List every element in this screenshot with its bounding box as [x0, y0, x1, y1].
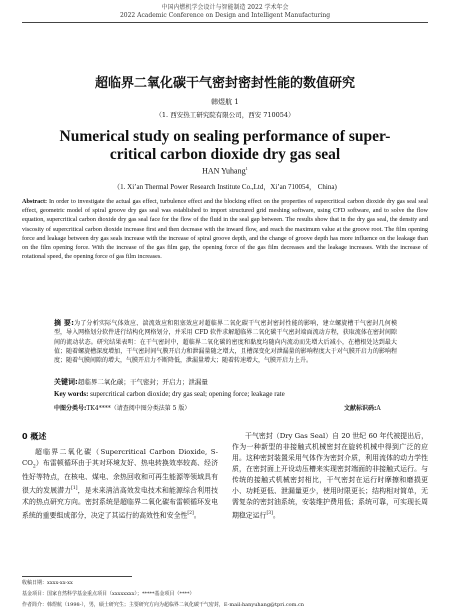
- classification-line: [54, 403, 397, 412]
- clc-label: 中图分类号:: [54, 405, 87, 412]
- body-right-text-2: 。: [272, 511, 280, 520]
- body-left-column: [22, 447, 218, 521]
- citation-2: [2]: [187, 510, 194, 516]
- footnote-author: 作者简介：韩煜航（1998-），男，硕士研究生；主要研究方向为超临界二氧化碳干气密封，E-mail:hanyuhang@tpri.com.cn: [22, 602, 304, 608]
- affiliation-en: （1. Xi’an Thermal Power Research Institute Co.,Ltd，Xi’an 710054， China): [113, 183, 337, 191]
- title-en: Numerical study on sealing performance of super-critical carbon dioxide dry gas seal: [59, 128, 391, 163]
- document-code: [344, 403, 381, 412]
- keywords-cn-text: 超临界二氧化碳；干气密封；开启力；泄漏量: [77, 378, 208, 386]
- abstract-cn-text: 为了分析实际气体效应、湍流效应和阻塞效应对超临界二氧化碳干气密封密封性能的影响，建立螺旋槽干气密封几何模型，导入网格划分软件进行结构化网格划分，并采用 CFD 软件求解超临界二氧化碳干气密封端面流动方程，获取流体在密封间隙间的流动状态。研究结果表明：在干气密封中，超临界二氧化碳的密度和黏度均随向内流动而先增大后减小，在槽根处达到最大值；随着螺旋槽深度增加，干气密封间气膜开启力和泄漏量随之增大，且槽深变化对泄漏量的影响程度大于对气膜开启力的影响程度；随着气膜间隙的增大，气膜开启力不断降低，泄漏量增大；随着转速增大，气膜开启力上升。: [54, 320, 397, 365]
- section-heading: 0 概述: [22, 432, 47, 441]
- citation-1: [1]: [71, 486, 78, 492]
- doc-code-label: 文献标识码:: [344, 405, 377, 412]
- affiliation-cn: （1. 西安热工研究院有限公司，西安 710054）: [155, 111, 295, 119]
- author-en-name: HAN Yuhang: [202, 166, 246, 176]
- running-header-en: 2022 Academic Conference on Design and Intelligent Manufacturing: [119, 12, 331, 19]
- doc-code-value: A: [376, 405, 381, 412]
- clc-value: TK4****（请查阅中图分类法第 5 版）: [86, 405, 191, 412]
- footnote-fund: 基金项目：国家自然科学基金重点项目（xxxxxxxx）；*****基金项目（****）: [22, 591, 195, 597]
- abstract-cn-label: 摘 要:: [54, 319, 74, 327]
- author-cn: 韩煜航 1: [211, 98, 239, 106]
- running-header-cn: 中国内燃机学会设计与智能制造 2022 学术年会: [161, 4, 289, 11]
- body-left-text-1: 超临界二氧化碳（Supercritical Carbon Dioxide, S-CO: [22, 448, 218, 467]
- abstract-cn: [54, 319, 397, 365]
- footnote-received: 收稿日期：xxxx-xx-xx: [22, 580, 73, 586]
- body-right-column: [232, 431, 428, 521]
- abstract-en-label: Abstract:: [22, 198, 48, 205]
- body-left-text-4: 。: [193, 510, 201, 519]
- keywords-en-text: supercritical carbon dioxide; dry gas seal; opening force; leakage rate: [90, 390, 285, 398]
- body-left-sub: 2: [32, 464, 36, 470]
- title-cn: 超临界二氧化碳干气密封密封性能的数值研究: [94, 76, 355, 91]
- abstract-en: [22, 197, 428, 261]
- keywords-en: [54, 390, 397, 398]
- body-left-text-3: ，是未来清洁高效发电技术和能源综合利用技术的热点研究方向。密封系统是超临界二氧化碳布雷顿循环发电系统的重要组成部分，决定了其运行的高效性和安全性: [22, 486, 219, 519]
- body-left-text-2: ）布雷顿循环由于其对环境友好、热电转换效率较高、经济性好等特点，在核电、煤电、余热回收和可再生能源等领域具有很大的发展潜力: [22, 459, 218, 495]
- author-en-sup: 1: [245, 166, 248, 171]
- keywords-cn: [54, 377, 397, 387]
- keywords-cn-label: 关键词:: [54, 378, 78, 386]
- body-right-text-1: 干气密封（Dry Gas Seal）自 20 世纪 60 年代被提出后，作为一种新型的非接触式机械密封在旋转机械中得到广泛的应用。这种密封装置采用气体作为密封介质，利用流体的动力学性质，在密封面上开设动压槽来实现密封端面的非接触式运行。与传统的接触式机械密封相比，干气密封在运行时摩擦和磨损更小、功耗更低、泄漏量更少，使用时限更长；结构相对简单，无需复杂的密封油系统，安装维护费用低；系统可靠，可实现长周期稳定运行: [232, 432, 428, 520]
- header-rule: [22, 22, 428, 23]
- footnote-rule: [22, 576, 132, 577]
- author-en: [0, 166, 450, 176]
- abstract-en-text: In order to investigate the actual gas effect, turbulence effect and the blocking effect on the properties of supercritical carbon dioxide dry gas seal seal effect, geometric model of spiral groove dry gas seal was established to import structured grid meshing software, using CFD software, and to solve the flow equation, supercritical carbon dioxide dry gas seal face for the flow of the fluid in the seal gap between. The results show that in the dry gas seal, the density and viscosity of supercritical carbon dioxide increase first and then decrease with the inward flow, and reach the maximum value at the groove root. The film opening force and leakage between dry gas seals increase with the increase of spiral groove depth, and the change of groove depth has more influence on the leakage than on the film opening force. With the increase of the gas film gap, the opening force of the gas film decreases and the leakage increases. With the increase of rotational speed, the opening force of gas film increases.: [22, 198, 428, 261]
- citation-3: [3]: [266, 511, 273, 516]
- keywords-en-label: Key words:: [54, 390, 89, 398]
